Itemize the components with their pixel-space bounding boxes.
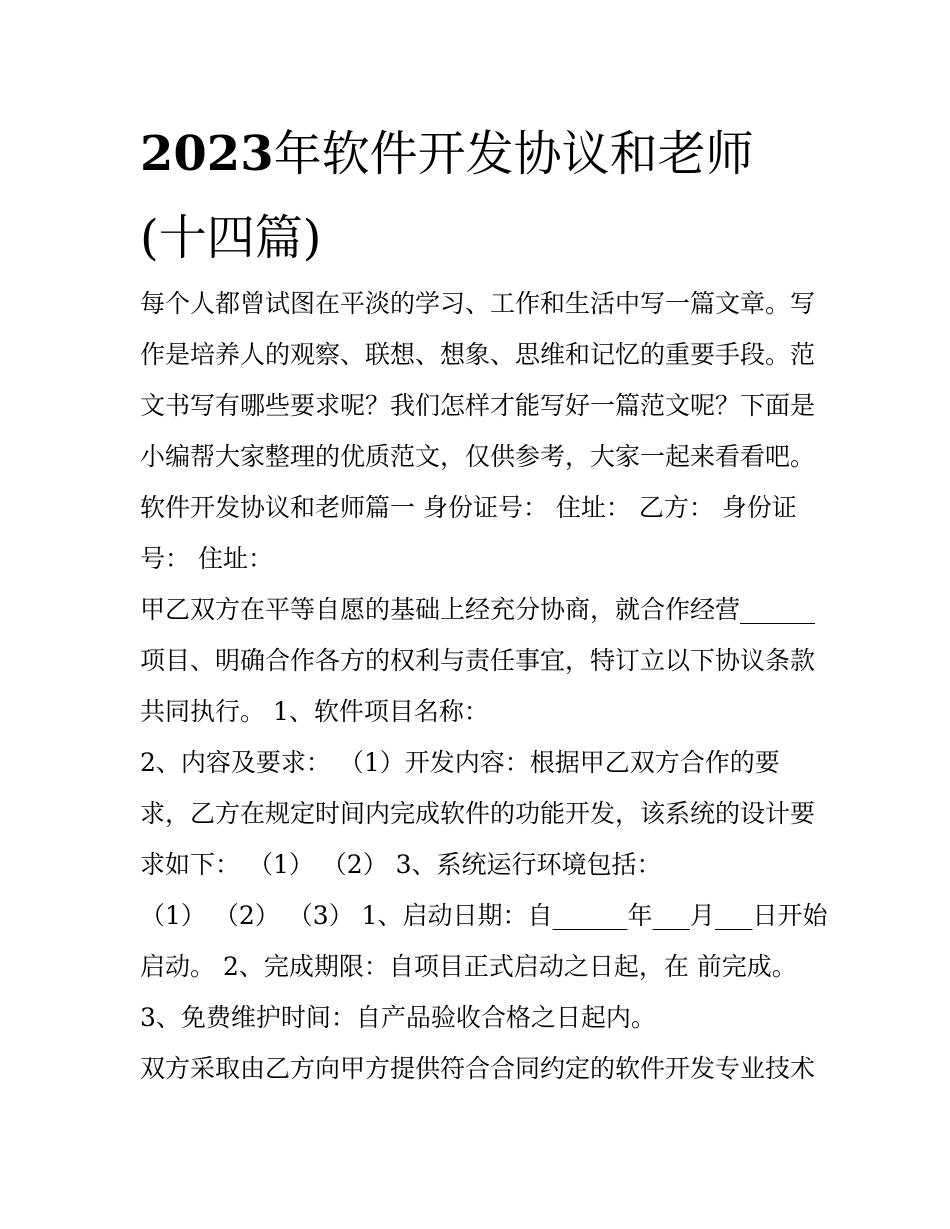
body-line: 共同执行。 1、软件项目名称： <box>140 697 489 726</box>
body-line: （1） （2） （3） 1、启动日期：自______年___月___日开始 <box>140 901 828 930</box>
body-line: 每个人都曾试图在平淡的学习、工作和生活中写一篇文章。写 <box>140 289 816 318</box>
body-line: 启动。 2、完成期限：自项目正式启动之日起，在 前完成。 <box>140 952 797 981</box>
body-line: 项目、明确合作各方的权利与责任事宜，特订立以下协议条款 <box>140 646 816 675</box>
body-line: 双方采取由乙方向甲方提供符合合同约定的软件开发专业技术 <box>140 1054 816 1083</box>
body-line: 3、免费维护时间：自产品验收合格之日起内。 <box>140 1003 656 1032</box>
body-line: 软件开发协议和老师篇一 身份证号： 住址： 乙方： 身份证 <box>140 493 797 522</box>
body-line: 小编帮大家整理的优质范文，仅供参考，大家一起来看看吧。 <box>140 442 816 471</box>
body-line: 求如下： （1） （2） 3、系统运行环境包括： <box>140 850 662 879</box>
body-line: 求，乙方在规定时间内完成软件的功能开发，该系统的设计要 <box>140 799 816 828</box>
body-line: 文书写有哪些要求呢？我们怎样才能写好一篇范文呢？下面是 <box>140 391 816 420</box>
body-line: 2、内容及要求： （1）开发内容：根据甲乙双方合作的要 <box>140 748 780 777</box>
document-body <box>140 278 828 1094</box>
document-title <box>140 112 840 280</box>
body-line: 号： 住址： <box>140 544 273 573</box>
title-line-2-text: (十四篇) <box>140 210 322 266</box>
body-line: 甲乙双方在平等自愿的基础上经充分协商，就合作经营______ <box>140 595 816 624</box>
title-line-1-text: 年软件开发协议和老师 <box>273 126 754 182</box>
body-line: 作是培养人的观察、联想、想象、思维和记忆的重要手段。范 <box>140 340 816 369</box>
title-year: 2023 <box>140 126 274 182</box>
